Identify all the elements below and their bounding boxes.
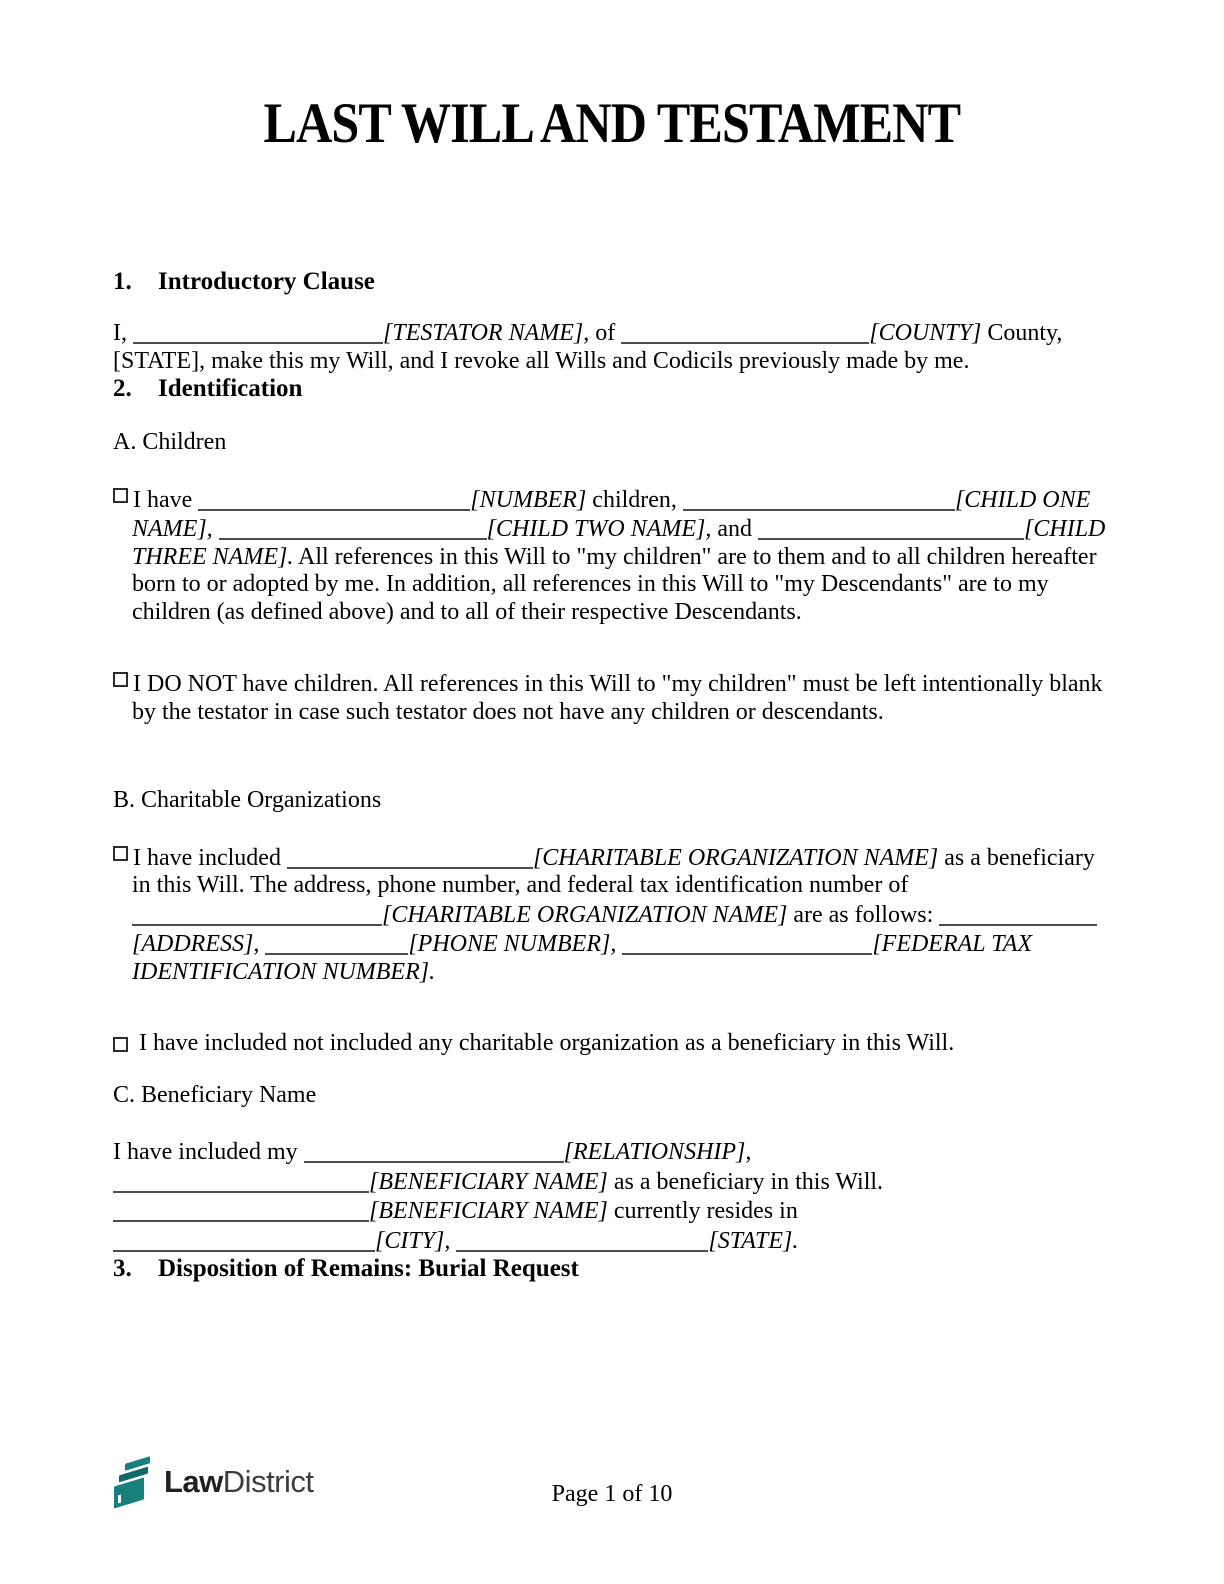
placeholder-text: [PHONE NUMBER], [408,931,617,957]
text-run: as a beneficiary in this Will. The address, phone number, and federal tax identification number of [132,844,1095,898]
placeholder-text: [CHARITABLE ORGANIZATION NAME] [532,844,939,871]
blank-field [758,514,1024,540]
checkbox[interactable] [113,488,128,503]
checkbox[interactable] [113,1037,128,1052]
blank-field [304,1137,564,1163]
text-run: currently resides in [607,1198,798,1224]
text-run: I have included not included any charitable organization as a beneficiary in this Will. [133,1030,955,1056]
text-run: I, [113,320,133,346]
text-run: I have included [133,844,287,871]
placeholder-text: [ADDRESS], [132,931,260,957]
blank-field [621,318,869,344]
blank-field [456,1226,708,1252]
section-2-title: Identification [158,375,303,402]
section-2-heading [113,375,1111,403]
placeholder-text: [CITY], [375,1227,451,1254]
checkbox[interactable] [113,672,128,687]
page-number: Page 1 of 10 [551,1481,673,1507]
text-run: I have [133,486,199,513]
brand-law: Law [164,1464,223,1499]
blank-field [132,900,382,926]
section-3-number: 3. [113,1255,132,1282]
section-introductory-clause [113,268,1111,375]
text-run: are as follows: [787,901,940,928]
blank-field [683,485,955,511]
placeholder-text: [NUMBER] [470,486,587,513]
introductory-paragraph [113,318,1111,375]
placeholder-text: [CHARITABLE ORGANIZATION NAME] [382,901,788,928]
have-children-option-paragraph [113,485,1111,627]
placeholder-text: [BENEFICIARY NAME] [369,1198,608,1224]
section-2-number: 2. [113,375,132,402]
text-run: and [711,516,759,542]
blank-field [939,900,1097,926]
blank-field [113,1167,369,1193]
text-run: , of [583,320,622,346]
section-3-title: Disposition of Remains: Burial Request [158,1255,579,1282]
charitable-included-paragraph [113,843,1111,987]
placeholder-text: [RELATIONSHIP], [563,1139,752,1165]
blank-field [113,1196,369,1222]
no-children-option-paragraph [113,671,1111,726]
charitable-not-included-paragraph [113,1030,1111,1058]
text-run: I DO NOT have children. All references in this Will to "my children" must be left intentionally blank by the testator in case such testator does not have any children or descendants. [132,671,1103,725]
placeholder-text: [CHILD TWO NAME], [486,516,712,542]
blank-field [287,843,533,869]
blank-field [113,1226,375,1252]
page-footer [113,1458,1111,1518]
placeholder-text: [FEDERAL TAX IDENTIFICATION NUMBER]. [132,931,1033,985]
blank-field [622,929,872,955]
lawdistrict-logo [113,1458,314,1506]
subsection-c-beneficiary-label: C. Beneficiary Name [113,1081,317,1108]
placeholder-text: [COUNTY] [869,320,982,346]
placeholder-text: [TESTATOR NAME] [383,320,584,346]
subsection-a-children-label: A. Children [113,429,227,455]
text-run: children, [586,486,683,513]
placeholder-text: [STATE]. [708,1227,799,1254]
blank-field [198,485,470,511]
section-disposition-of-remains [113,1255,1111,1283]
section-1-number: 1. [113,268,132,295]
section-identification [113,375,1111,1255]
lawdistrict-logo-icon [113,1458,157,1506]
lawdistrict-logo-text [164,1464,314,1500]
subsection-b-charitable-label: B. Charitable Organizations [113,787,382,813]
document-title: LAST WILL AND TESTAMENT [263,92,961,155]
beneficiary-paragraph [113,1137,1111,1255]
text-run: All references in this Will to "my children" are to them and to all children hereafter born to or adopted by me. In addition, all references in this Will to "my Descendants" are to my children (as defined above) and to all of their respective Descendants. [132,543,1097,625]
blank-field [133,318,383,344]
section-1-title: Introductory Clause [158,268,375,295]
text-run: as a beneficiary in this Will. [607,1168,884,1195]
checkbox[interactable] [113,846,128,861]
blank-field [219,514,487,540]
placeholder-text: [BENEFICIARY NAME] [369,1168,608,1195]
brand-district: District [222,1464,314,1499]
text-run: I have included my [113,1139,304,1165]
text-run: County, [STATE], make this my Will, and I revoke all Wills and Codicils previously made by me. [113,320,1063,374]
blank-field [265,929,408,955]
placeholder-text: [CHILD THREE NAME]. [132,516,1106,570]
placeholder-text: [CHILD ONE NAME], [132,486,1091,542]
section-3-heading [113,1255,1111,1283]
section-1-heading [113,268,1111,296]
